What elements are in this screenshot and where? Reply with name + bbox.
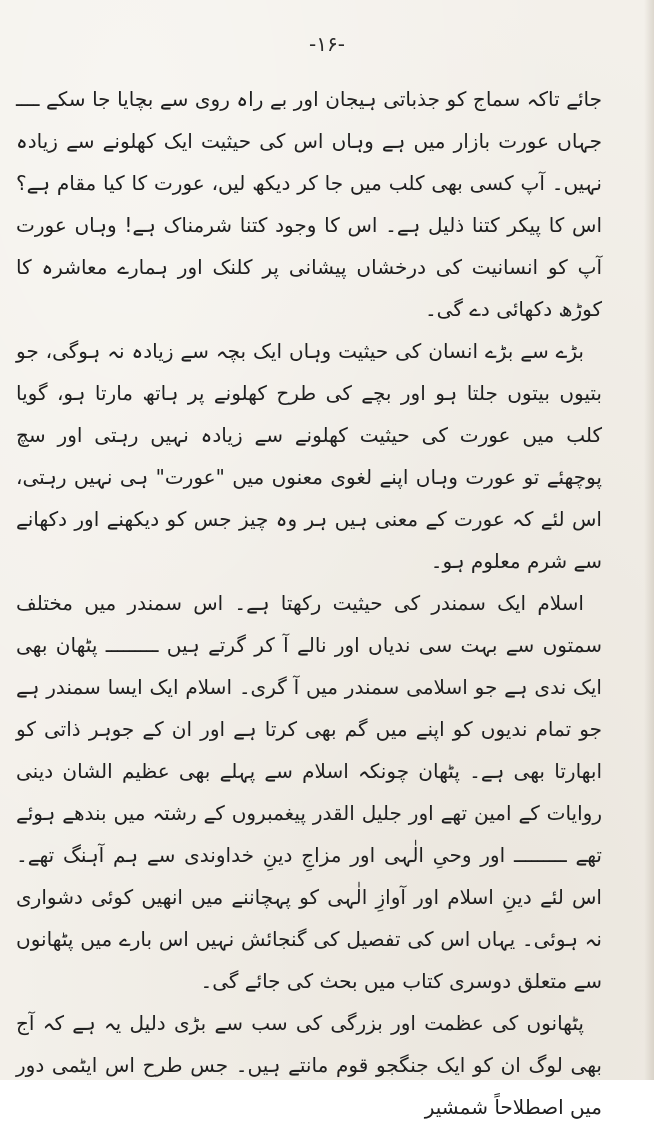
page-edge-shadow [644, 0, 654, 1080]
paragraph-3: اسلام ایک سمندر کی حیثیت رکھتا ہے۔ اس سمندر میں مختلف سمتوں سے بہت سی ندیاں اور نالے آ کر گرتے ہیں ـــــــــ پٹھان بھی ایک ندی ہے جو اسلامی سمندر میں آ گری۔ اسلام ایک ایسا سمندر ہے جو تمام ندیوں کو اپنے میں گم بھی کرتا ہے اور ان کے جوہر ذاتی کو ابھارتا بھی ہے۔ پٹھان چونکہ اسلام سے پہلے بھی عظیم الشان دینی روایات کے امین تھے اور جلیل القدر پیغمبروں کے رشتہ میں بندھے ہوئے تھے ـــــــــ اور وحیِ الٰہی اور مزاجِ دینِ خداوندی سے ہم آہنگ تھے۔ اس لئے دینِ اسلام اور آوازِ الٰہی کو پہچاننے میں انھیں کوئی دشواری نہ ہوئی۔ یہاں اس کی تفصیل کی گنجائش نہیں اس بارے میں پٹھانوں سے متعلق دوسری کتاب میں بحث کی جائے گی۔ [16, 591, 602, 993]
paragraph-4: پٹھانوں کی عظمت اور بزرگی کی سب سے بڑی دلیل یہ ہے کہ آج بھی لوگ ان کو ایک جنگجو قوم مانتے ہیں۔ جس طرح اس ایٹمی دور میں اصطلاحاً شمشیر [16, 1011, 602, 1119]
body-text [16, 78, 602, 1128]
paragraph-2: بڑے سے بڑے انسان کی حیثیت وہاں ایک بچہ سے زیادہ نہ ہوگی، جو بتیوں بیتوں جلتا ہو اور بچے کی طرح کھلونے پر ہاتھ مارتا ہو، گویا کلب میں عورت کی حیثیت کھلونے سے زیادہ نہیں رہتی اور سچ پوچھئے تو عورت وہاں اپنے لغوی معنوں میں "عورت" ہی نہیں رہتی، اس لئے کہ عورت کے معنی ہیں ہر وہ چیز جس کو دیکھنے اور دکھانے سے شرم معلوم ہو۔ [16, 339, 602, 573]
page-number: -۱۶- [309, 32, 345, 56]
paragraph-1: جائے تاکہ سماج کو جذباتی ہیجان اور بے راہ روی سے بچایا جا سکے ــــ جہاں عورت بازار میں ہے وہاں اس کی حیثیت ایک کھلونے سے زیادہ نہیں۔ آپ کسی بھی کلب میں جا کر دیکھ لیں، عورت کا کیا مقام ہے؟ اس کا پیکر کتنا ذلیل ہے۔ اس کا وجود کتنا شرمناک ہے! وہاں عورت آپ کو انسانیت کی درخشاں پیشانی پر کلنک اور ہمارے معاشرہ کا کوڑھ دکھائی دے گی۔ [16, 87, 602, 321]
